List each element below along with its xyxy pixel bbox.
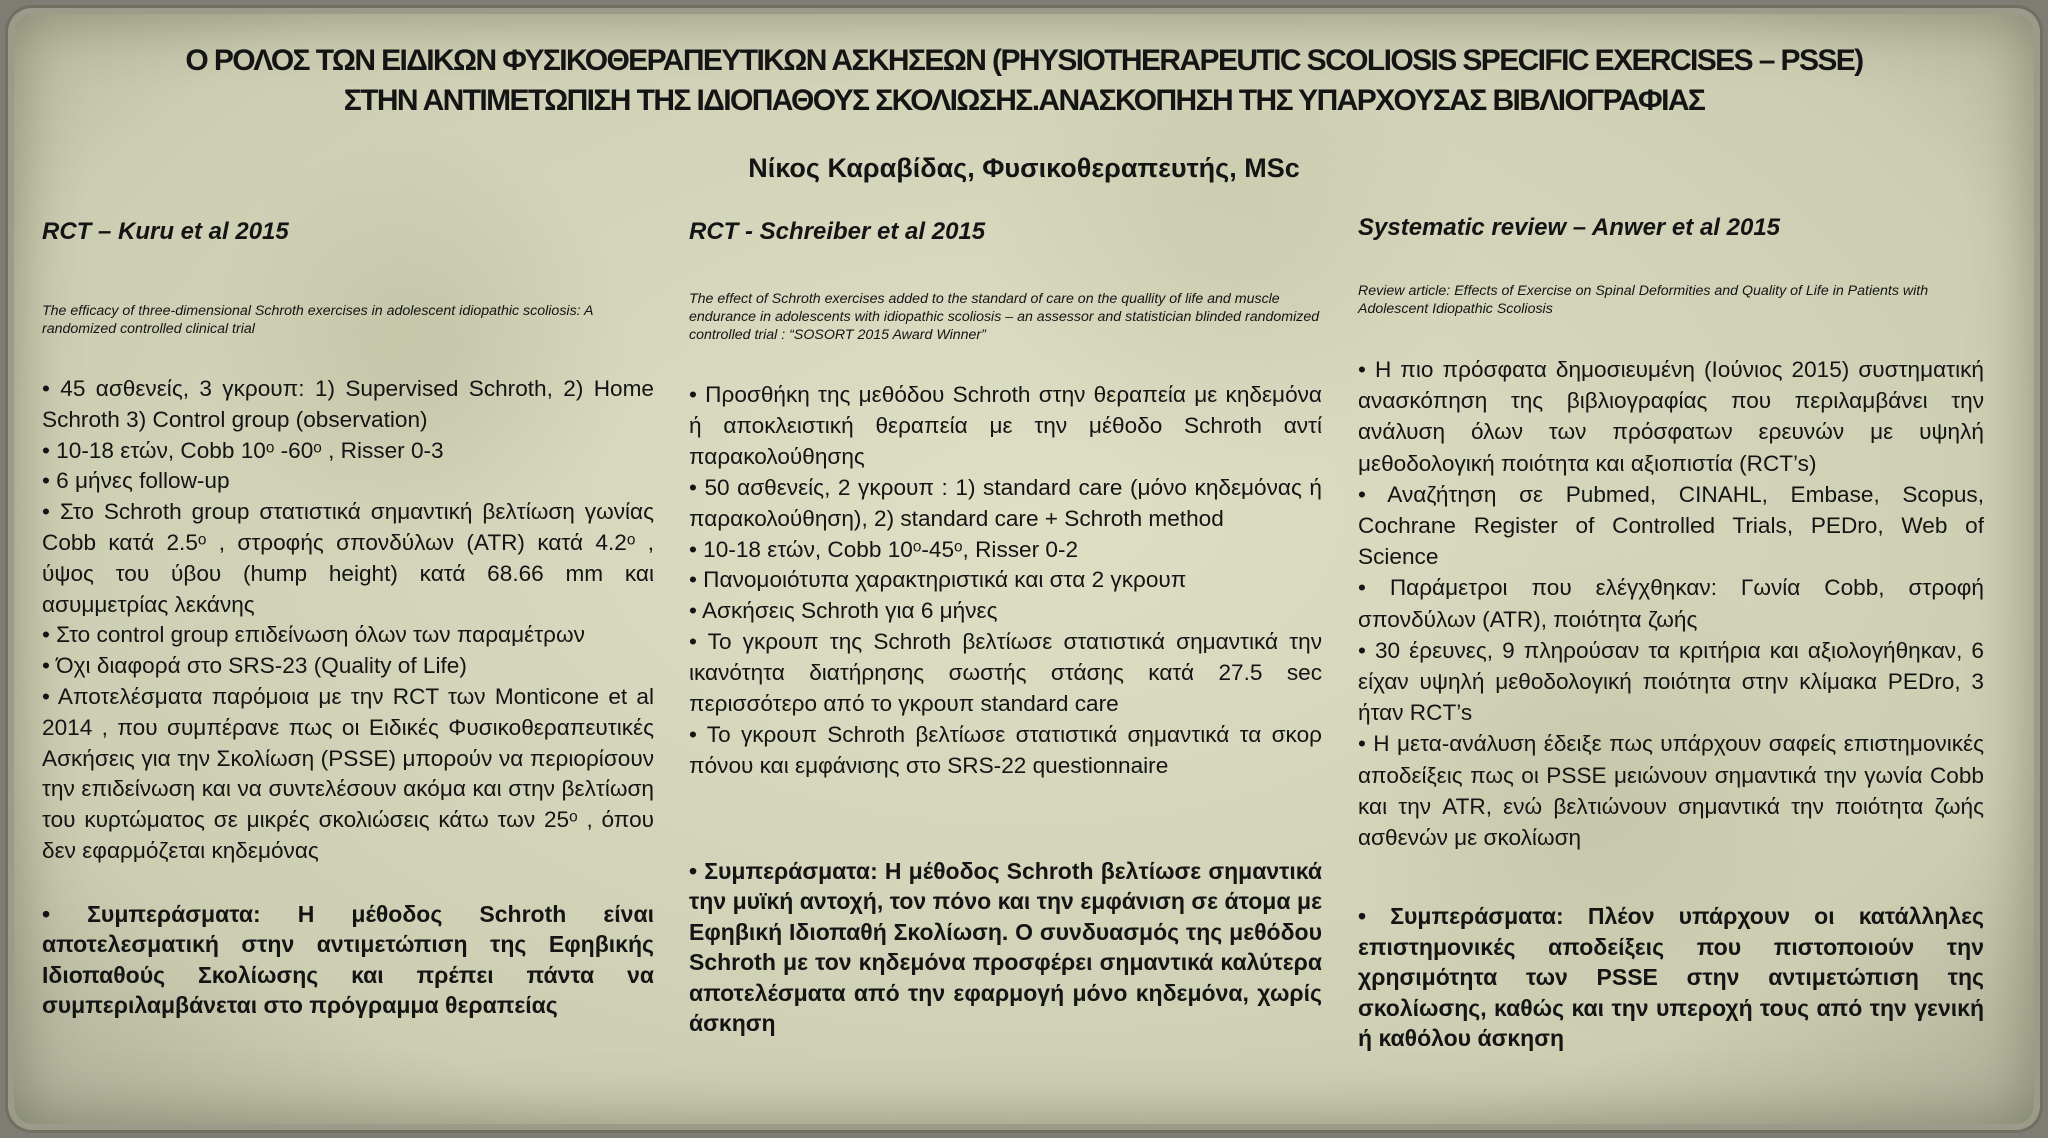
bullet-item: • Προσθήκη της μεθόδου Schroth στην θεραπεία με κηδεμόνα ή αποκλειστική θεραπεία με την μέθοδο Schroth αντί παρακολούθησης (689, 382, 1322, 469)
bullet-item: • Το γκρουπ Schroth βελτίωσε στατιστικά σημαντικά τα σκορ πόνου και εμφάνισης στο SRS-22 questionnaire (689, 721, 1322, 778)
column-heading: RCT – Kuru et al 2015 (42, 218, 289, 245)
author-line: Νίκος Καραβίδας, Φυσικοθεραπευτής, MSc (748, 153, 1300, 183)
bullet-item: • 30 έρευνες, 9 πληρούσαν τα κριτήρια και αξιολογήθηκαν, 6 είχαν υψηλή μεθοδολογική ποιότητα στην κλίμακα PEDro, 3 ήταν RCT’s (1358, 637, 1984, 726)
column-heading: Systematic review – Anwer et al 2015 (1358, 214, 1781, 241)
bullet-item: • 45 ασθενείς, 3 γκρουπ: 1) Supervised Schroth, 2) Home Schroth 3) Control group (observation) (42, 376, 654, 432)
column-subtitle: The efficacy of three-dimensional Schroth exercises in adolescent idiopathic scoliosis: A randomized controlled clinical trial (42, 303, 593, 337)
column-subtitle: Review article: Effects of Exercise on Spinal Deformities and Quality of Life in Patients with Adolescent Idiopathic Scoliosis (1358, 283, 1929, 317)
poster-title-line-1: Ο ΡΟΛΟΣ ΤΩΝ ΕΙΔΙΚΩΝ ΦΥΣΙΚΟΘΕΡΑΠΕΥΤΙΚΩΝ ΑΣΚΗΣΕΩΝ (PHYSIOTHERAPEUTIC SCOLIOSIS SPECIFIC EXERCISES – PSSE) (185, 44, 1863, 77)
poster-title-line-2: ΣΤΗΝ ΑΝΤΙΜΕΤΩΠΙΣΗ ΤΗΣ ΙΔΙΟΠΑΘΟΥΣ ΣΚΟΛΙΩΣΗΣ.ΑΝΑΣΚΟΠΗΣΗ ΤΗΣ ΥΠΑΡΧΟΥΣΑΣ ΒΙΒΛΙΟΓΡΑΦΙΑΣ (343, 84, 1705, 117)
bullet-list (1358, 354, 1984, 853)
conclusion: • Συμπεράσματα: Πλέον υπάρχουν οι κατάλληλες επιστημονικές αποδείξεις που πιστοποιούν την χρησιμότητα των PSSE στην αντιμετώπιση της σκολίωσης, καθώς και την υπεροχή τους από την γενική ή καθόλου άσκηση (1358, 903, 1984, 1052)
bullet-item: • Παράμετροι που ελέγχθηκαν: Γωνία Cobb, στροφή σπονδύλων (ATR), ποιότητα ζωής (1358, 575, 1984, 632)
bullet-item: • Στο control group επιδείνωση όλων των παραμέτρων (42, 622, 585, 648)
bullet-item: • Αποτελέσματα παρόμοια με την RCT των Monticone et al 2014 , που συμπέρανε πως οι Ειδικές Φυσικοθεραπευτικές Ασκήσεις για την Σκολίωση (PSSE) μπορούν να περιορίσουν την επιδείνωση και να συντελέσουν ακόμα και στην βελτίωση του κυρτώματος σε μικρές σκολιώσεις κάτω των 25ᵒ , όπου δεν εφαρμόζεται κηδεμόνας (42, 683, 654, 863)
column-subtitle: The effect of Schroth exercises added to the standard of care on the quallity of life and muscle endurance in adolescents with idiopathic scoliosis – an assessor and statistician blinded randomized controlled trial : “SOSORT 2015 Award Winner” (689, 291, 1320, 343)
bullet-item: • 10-18 ετών, Cobb 10ᵒ-45ᵒ, Risser 0-2 (689, 536, 1079, 562)
column-kuru (42, 218, 654, 1021)
bullet-item: • Το γκρουπ της Schroth βελτίωσε στατιστικά σημαντικά την ικανότητα διατήρησης σωστής στάσης κατά 27.5 sec περισσότερο από το γκρουπ standard care (689, 629, 1322, 717)
bullet-item: • Αναζήτηση σε Pubmed, CINAHL, Embase, Scopus, Cochrane Register of Controlled Trials, PEDro, Web of Science (1358, 481, 1984, 570)
bullet-item: • Πανομοιότυπα χαρακτηριστικά και στα 2 γκρουπ (689, 567, 1187, 593)
bullet-item: • Ασκήσεις Schroth για 6 μήνες (689, 598, 998, 624)
column-schreiber (689, 218, 1322, 1039)
bullet-item: • 10-18 ετών, Cobb 10ᵒ -60ᵒ , Risser 0-3 (42, 437, 444, 463)
column-heading: RCT - Schreiber et al 2015 (689, 218, 986, 245)
bullet-item: • Η πιο πρόσφατα δημοσιευμένη (Ιούνιος 2015) συστηματική ανασκόπηση της βιβλιογραφίας που περιλαμβάνει την ανάλυση όλων των πρόσφατων ερευνών με υψηλή μεθοδολογική ποιότητα και αξιοπιστία (RCT’s) (1358, 357, 1984, 476)
column-anwer (1358, 214, 1984, 1054)
bullet-item: • Η μετα-ανάλυση έδειξε πως υπάρχουν σαφείς επιστημονικές αποδείξεις πως οι PSSE μειώνουν σημαντικά την γωνία Cobb και την ATR, ενώ βελτιώνουν σημαντικά την ποιότητα ζωής ασθενών με σκολίωση (1358, 731, 1984, 851)
bullet-item: • 50 ασθενείς, 2 γκρουπ : 1) standard care (μόνο κηδεμόνας ή παρακολούθηση), 2) standard care + Schroth method (689, 474, 1322, 531)
conclusion: • Συμπεράσματα: Η μέθοδος Schroth βελτίωσε σημαντικά την μυϊκή αντοχή, τον πόνο και την εμφάνιση σε άτομα με Εφηβική Ιδιοπαθή Σκολίωση. Ο συνδυασμός της μεθόδου Schroth με τον κηδεμόνα προσφέρει σημαντικά καλύτερα αποτελέσματα από την εφαρμογή μόνο κηδεμόνα, χωρίς άσκηση (689, 857, 1322, 1037)
conclusion: • Συμπεράσματα: Η μέθοδος Schroth είναι αποτελεσματική στην αντιμετώπιση της Εφηβικής Ιδιοπαθούς Σκολίωσης και πρέπει πάντα να συμπεριλαμβάνεται στο πρόγραμμα θεραπείας (42, 900, 654, 1019)
bullet-list (689, 380, 1322, 782)
bullet-item: • Στο Schroth group στατιστικά σημαντική βελτίωση γωνίας Cobb κατά 2.5ᵒ , στροφής σπονδύλων (ATR) κατά 4.2ᵒ , ύψος του ύβου (hump height) κατά 68.66 mm και ασυμμετρίας λεκάνης (42, 499, 654, 617)
bullet-item: • Όχι διαφορά στο SRS-23 (Quality of Life) (42, 653, 467, 679)
bullet-item: • 6 μήνες follow-up (42, 468, 230, 494)
bullet-list (42, 374, 654, 867)
